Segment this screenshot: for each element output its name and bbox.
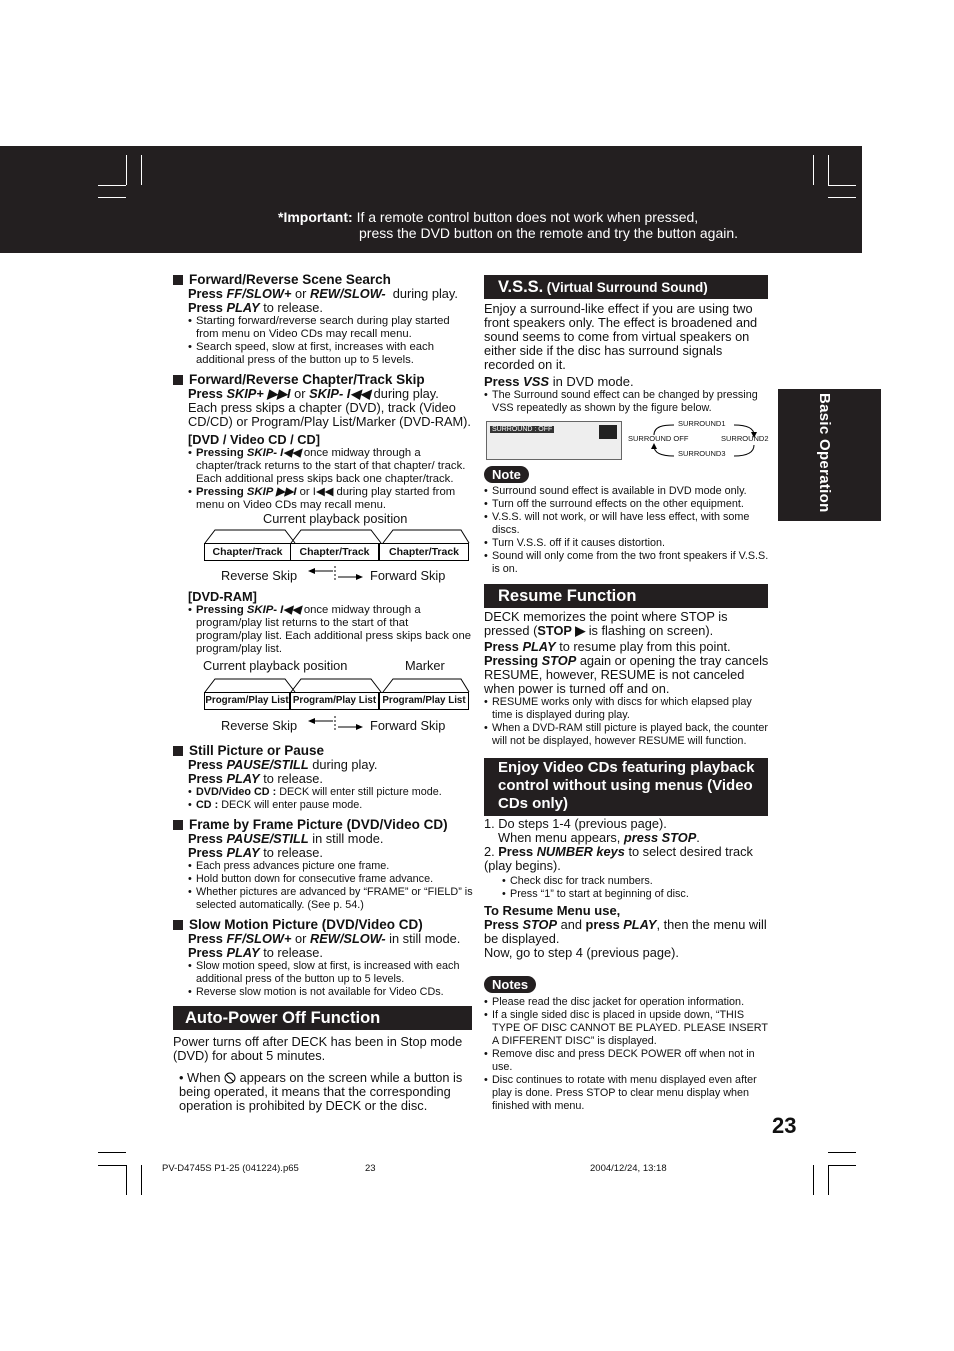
press: Press — [188, 771, 223, 786]
text: to release. — [263, 300, 323, 315]
text: once midway through a program/play list returns to the start of that program/play list. Each additional press skips back one program/play list. — [196, 604, 472, 655]
forward-skip-label: Forward Skip — [370, 568, 446, 583]
crop-mark — [813, 155, 814, 185]
frame-body — [173, 832, 475, 912]
press: Press — [188, 300, 223, 315]
autopower-title: Auto-Power Off Function — [173, 1006, 472, 1030]
key: FF/SLOW+ — [226, 286, 292, 301]
list-item: • Search speed, slow at first, increases with each additional press of the button up to 5 levels. — [188, 341, 475, 367]
crop-mark — [828, 155, 829, 185]
text: or — [294, 386, 306, 401]
chapter-box: Chapter/Track — [379, 543, 469, 561]
key: NUMBER keys — [536, 844, 625, 859]
skip-diagram-1 — [173, 512, 475, 590]
key: FF/SLOW+ — [226, 931, 292, 946]
slow-heading — [173, 917, 475, 932]
label: DVD/Video CD : — [196, 786, 277, 798]
text: during play. — [392, 286, 458, 301]
crop-mark — [98, 1152, 126, 1153]
crop-mark — [98, 197, 126, 198]
vcd-step2 — [484, 845, 771, 873]
press: Press — [188, 831, 223, 846]
skip-arrows — [308, 714, 364, 734]
reverse-skip-label: Reverse Skip — [221, 718, 298, 733]
crop-mark — [126, 155, 127, 185]
crop-mark — [828, 1165, 829, 1195]
text: DECK will enter pause mode. — [221, 799, 363, 811]
slow-title: Slow Motion Picture (DVD/Video CD) — [189, 917, 423, 932]
text: or — [295, 931, 307, 946]
press: Press — [188, 286, 223, 301]
list-item: • The Surround sound effect can be changed by pressing VSS repeatedly as shown by the figure below. — [484, 389, 771, 415]
skip-sub-dvd: [DVD / Video CD / CD] — [188, 432, 321, 447]
press: Press — [484, 639, 519, 654]
press: Press — [484, 917, 519, 932]
key: PLAY — [623, 917, 657, 932]
text: appears on the screen while a button is being operated, it means that the corresponding operation is prohibited by DECK or the disc. — [179, 1070, 463, 1113]
surround1-label: SURROUND1 — [678, 419, 726, 428]
list-item: • Disc continues to rotate with menu displayed even after play is done. Press STOP to clear menu display when finished with menu. — [484, 1074, 771, 1113]
resume-t3 — [484, 654, 771, 696]
list-item: • Remove disc and press DECK POWER off when not in use. — [484, 1048, 771, 1074]
notes-badge: Notes — [484, 976, 536, 993]
osd-label: SURROUND : OFF — [492, 426, 553, 433]
text: once midway through a chapter/track returns to the start of that chapter/ track. Each additional press skips back one chapter/track. — [196, 447, 466, 485]
list-item: • Hold button down for consecutive frame advance. — [188, 873, 475, 886]
key: REW/SLOW- — [310, 286, 386, 301]
skip-title: Forward/Reverse Chapter/Track Skip — [189, 372, 425, 387]
ffrew-heading — [173, 272, 475, 287]
list-item: • Turn V.S.S. off if it causes distortion. — [484, 537, 771, 550]
page-number: 23 — [772, 1113, 797, 1138]
list-item: • RESUME works only with discs for which elapsed play time is displayed during play. — [484, 696, 771, 722]
footer-page: 23 — [365, 1163, 376, 1174]
right-column — [484, 275, 771, 1113]
press: Press — [188, 931, 223, 946]
crop-mark — [141, 1165, 142, 1195]
list-item: • Starting forward/reverse search during play started from menu on Video CDs may recall menu. — [188, 315, 475, 341]
autopower-bullet: • When appears on the screen while a button is being operated, it means that the corresponding operation is prohibited by DECK or the disc. — [179, 1070, 463, 1113]
text: DECK will enter still picture mode. — [279, 786, 442, 798]
press: Press — [188, 386, 223, 401]
osd-screen — [486, 421, 622, 460]
vcd-step1: 1. Do steps 1-4 (previous page). — [484, 816, 667, 831]
skip-arrows — [308, 564, 364, 584]
marker-label: Marker — [405, 658, 445, 673]
diagram-label: Current playback position — [263, 511, 408, 526]
key: STOP — [522, 917, 558, 932]
resume-t1 — [484, 610, 771, 638]
text: When — [187, 1070, 221, 1085]
text: , then the menu will be displayed. — [484, 917, 767, 946]
vss-figure — [484, 421, 771, 466]
skip-ram-body — [173, 590, 475, 656]
playlist-box: Program/Play List — [204, 692, 290, 710]
list-item: • Please read the disc jacket for operation information. — [484, 996, 771, 1009]
surround2-label: SURROUND2 — [721, 434, 769, 443]
key: SKIP- I◀◀ — [309, 386, 371, 401]
key: STOP ▶ — [537, 623, 586, 638]
still-heading — [173, 743, 475, 758]
key: SKIP ▶▶I — [246, 486, 297, 498]
ffrew-title: Forward/Reverse Scene Search — [189, 272, 391, 287]
text: in still mode. — [312, 831, 384, 846]
text: When menu appears, — [498, 830, 621, 845]
text: or — [295, 286, 307, 301]
prohibited-icon — [224, 1072, 236, 1084]
still-body — [173, 758, 475, 812]
label: Pressing — [196, 604, 244, 616]
key: REW/SLOW- — [310, 931, 386, 946]
crop-mark — [98, 1165, 126, 1166]
reverse-skip-label: Reverse Skip — [221, 568, 298, 583]
text: during play. — [373, 386, 439, 401]
key: SKIP+ ▶▶I — [226, 386, 291, 401]
text: again or opening the tray cancels RESUME, however, RESUME is not canceled when power is turned off and on. — [484, 653, 769, 696]
list-item: • V.S.S. will not work, or will have less effect, with some discs. — [484, 511, 771, 537]
autopower-text: Power turns off after DECK has been in Stop mode (DVD) for about 5 minutes. — [173, 1034, 463, 1063]
frame-title: Frame by Frame Picture (DVD/Video CD) — [189, 817, 448, 832]
resume-t2 — [484, 640, 771, 654]
key: SKIP- I◀◀ — [246, 447, 301, 459]
key: STOP — [541, 653, 577, 668]
crop-mark — [828, 1165, 856, 1166]
list-item: • When a DVD-RAM still picture is played back, the counter will not be displayed, however RESUME will function. — [484, 722, 771, 748]
list-item: • Check disc for track numbers. — [502, 875, 771, 888]
text: to release. — [263, 845, 323, 860]
chapter-box: Chapter/Track — [290, 543, 379, 561]
footer-date: 2004/12/24, 13:18 — [590, 1163, 667, 1174]
text: to select desired track (play begins). — [484, 844, 753, 873]
list-item: • Each press advances picture one frame. — [188, 860, 475, 873]
side-tab — [778, 389, 881, 521]
surround3-label: SURROUND3 — [678, 449, 726, 458]
label: Pressing — [196, 447, 244, 459]
key: VSS — [523, 374, 550, 389]
key: PLAY — [226, 845, 260, 860]
ffrew-body — [173, 287, 475, 367]
frame-heading — [173, 817, 475, 832]
title: V.S.S. — [498, 278, 544, 296]
key: PLAY — [522, 639, 556, 654]
list-item: • Slow motion speed, slow at first, is increased with each additional press of the button up to 5 levels. — [188, 960, 475, 986]
press: Press — [484, 374, 520, 389]
crop-mark — [828, 185, 856, 186]
side-tab-label: Basic Operation — [816, 393, 833, 513]
chapter-box: Chapter/Track — [204, 543, 291, 561]
vss-press — [484, 375, 771, 389]
press: Pressing — [484, 653, 539, 668]
slow-body — [173, 932, 475, 999]
list-item: • If a single sided disc is placed in upside down, “THIS TYPE OF DISC CANNOT BE PLAYED. PLEASE INSERT A DIFFERENT DISC” is displayed. — [484, 1009, 771, 1048]
text: or I◀◀ — [299, 486, 334, 498]
label: CD : — [196, 799, 219, 811]
text: in DVD mode. — [552, 374, 634, 389]
subtitle: (Virtual Surround Sound) — [546, 280, 708, 295]
text: during play started from menu on Video CDs may recall menu. — [196, 486, 456, 511]
key: PLAY — [226, 771, 260, 786]
press: Press — [498, 844, 534, 859]
list-item — [188, 486, 475, 512]
forward-skip-label: Forward Skip — [370, 718, 446, 733]
text: to release. — [263, 945, 323, 960]
skip-diagram-2 — [173, 659, 475, 741]
osd-icon — [599, 425, 617, 439]
key: PAUSE/STILL — [226, 831, 309, 846]
important-label: *Important: — [278, 209, 353, 225]
list-item: • Turn off the surround effects on the other equipment. — [484, 498, 771, 511]
text: to release. — [263, 771, 323, 786]
list-item — [188, 786, 475, 799]
skip-sub-ram: [DVD-RAM] — [188, 589, 257, 604]
list-item — [188, 447, 475, 486]
label: Pressing — [196, 486, 244, 498]
list-item — [188, 604, 475, 656]
playlist-box: Program/Play List — [379, 692, 469, 710]
press: press — [585, 917, 620, 932]
skip-heading — [173, 372, 475, 387]
key: PLAY — [226, 300, 260, 315]
text: DECK memorizes the point where STOP is pressed ( — [484, 609, 728, 638]
skip-desc: Each press skips a chapter (DVD), track (Video CD/CD) or Program/Play List/Marker (DVD-RAM). — [188, 400, 471, 429]
text: during play. — [312, 757, 378, 772]
press: Press — [188, 845, 223, 860]
resume-title: Resume Function — [484, 584, 768, 608]
resume-menu-step: Now, go to step 4 (previous page). — [484, 945, 679, 960]
key: PAUSE/STILL — [226, 757, 309, 772]
skip-body — [173, 387, 475, 512]
vss-text: Enjoy a surround-like effect if you are using two front speakers only. The effect is broadened and sound seems to come from virtual speakers on either side if the disc has surround signals recorded on it. — [484, 301, 758, 372]
footer-file: PV-D4745S P1-25 (041224).p65 — [162, 1163, 299, 1174]
text: is flashing on screen). — [588, 623, 714, 638]
list-item: • Reverse slow motion is not available for Video CDs. — [188, 986, 475, 999]
text: 2. — [484, 844, 495, 859]
vcd-title: Enjoy Video CDs featuring playback control without using menus (Video CDs only) — [484, 758, 768, 816]
important-line1: If a remote control button does not work when pressed, — [356, 209, 699, 225]
important-line2: press the DVD button on the remote and try the button again. — [359, 225, 739, 241]
list-item: • Press “1” to start at beginning of disc. — [502, 888, 771, 901]
press: Press — [188, 757, 223, 772]
resume-menu-title: To Resume Menu use, — [484, 903, 621, 918]
key: PLAY — [226, 945, 260, 960]
vss-title — [484, 275, 768, 299]
crop-mark — [141, 155, 142, 185]
crop-mark — [813, 1165, 814, 1195]
list-item: • Surround sound effect is available in DVD mode only. — [484, 485, 771, 498]
text: and — [560, 917, 582, 932]
press: Press — [188, 945, 223, 960]
surround-off-label: SURROUND OFF — [628, 434, 689, 443]
text: to resume play from this point. — [559, 639, 731, 654]
list-item: • Whether pictures are advanced by “FRAME” or “FIELD” is selected automatically. (See p. 54.) — [188, 886, 475, 912]
diagram-label: Current playback position — [203, 658, 348, 673]
playlist-box: Program/Play List — [290, 692, 379, 710]
left-column — [173, 272, 475, 1113]
list-item: • Sound will only come from the two front speakers if V.S.S. is on. — [484, 550, 771, 576]
text: in still mode. — [389, 931, 461, 946]
vcd-step1b: When menu appears, press STOP. — [498, 830, 700, 845]
note-badge: Note — [484, 466, 529, 483]
crop-mark — [126, 1165, 127, 1195]
crop-mark — [828, 1152, 856, 1153]
still-title: Still Picture or Pause — [189, 743, 325, 758]
crop-mark — [828, 197, 856, 198]
resume-menu-text — [484, 918, 771, 946]
crop-mark — [98, 185, 126, 186]
list-item — [188, 799, 475, 812]
key: press STOP — [623, 830, 697, 845]
key: SKIP- I◀◀ — [246, 604, 301, 616]
important-notice — [278, 209, 778, 241]
